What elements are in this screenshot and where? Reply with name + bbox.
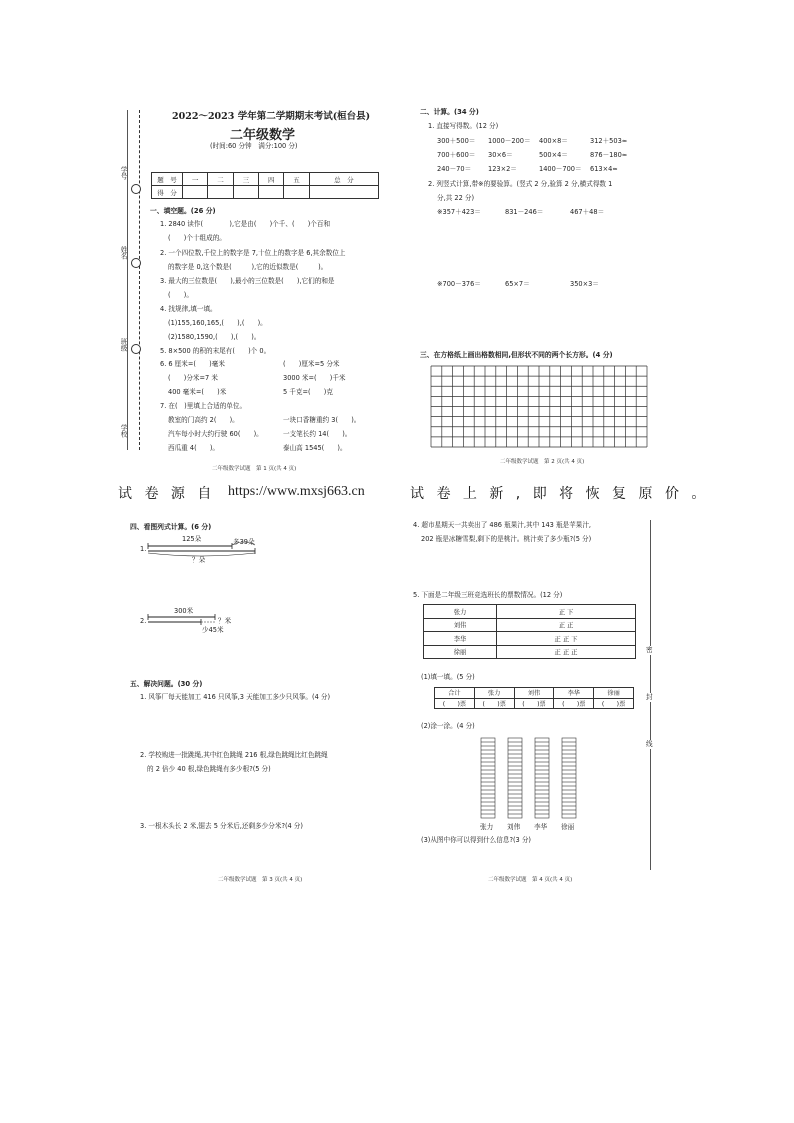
q7-r2-right: 一支笔长约 14( )。 bbox=[283, 430, 352, 438]
subject-title: 二年级数学 bbox=[230, 128, 296, 143]
problem-4-line-a: 4. 超市星期天一共卖出了 486 瓶果汁,其中 143 瓶是苹果汁, bbox=[413, 521, 592, 529]
binder-hole-3 bbox=[131, 344, 141, 354]
calc-cell: 700＋600＝ bbox=[437, 151, 476, 159]
q2-line-a: 2. 一个四位数,千位上的数字是 7,十位上的数字是 6,其余数位上 bbox=[160, 249, 346, 257]
bar-grid[interactable] bbox=[478, 736, 583, 820]
tally-table bbox=[423, 604, 636, 659]
q7-r1-right: 一块口香糖重约 3( )。 bbox=[283, 416, 361, 424]
tally-name: 徐丽 bbox=[424, 645, 497, 659]
seal-char: 密 bbox=[646, 646, 653, 654]
q6-r1-left: 6. 6 厘米=( )毫米 bbox=[160, 360, 225, 368]
tally-marks: 正 正 bbox=[497, 618, 636, 632]
section-2-title: 二、计算。(34 分) bbox=[420, 108, 479, 116]
q2-line-b: 的数字是 0,这个数是( ),它的近似数是( )。 bbox=[168, 263, 328, 271]
calc-cell: 123×2＝ bbox=[488, 165, 517, 173]
q7-r3-left: 西瓜重 4( )。 bbox=[168, 444, 219, 452]
score-cell[interactable] bbox=[183, 186, 208, 199]
score-cell[interactable] bbox=[309, 186, 378, 199]
score-header: 题 号 bbox=[152, 173, 183, 186]
q3-line-b: ( )。 bbox=[168, 291, 193, 299]
q4-title: 4. 找规律,填一填。 bbox=[160, 305, 217, 313]
score-table bbox=[151, 172, 379, 199]
tally-marks: 正 下 bbox=[497, 605, 636, 619]
part-2-title: (2)涂一涂。(4 分) bbox=[421, 722, 475, 730]
vertical-calc: 350×3＝ bbox=[570, 280, 599, 288]
q7-r3-right: 泰山高 1545( )。 bbox=[283, 444, 347, 452]
diagram-2-top-value: 300米 bbox=[174, 607, 194, 615]
fill-cell[interactable]: ( )票 bbox=[435, 698, 475, 709]
q6-r2-left: ( )分米=7 米 bbox=[168, 374, 218, 382]
problem-1: 1. 风筝厂每天能加工 416 只风筝,3 天能加工多少只风筝。(4 分) bbox=[140, 693, 331, 701]
calc-cell: 1000－200＝ bbox=[488, 137, 531, 145]
fill-cell[interactable]: ( )票 bbox=[554, 698, 594, 709]
binder-label-xingming: 姓名 bbox=[119, 246, 127, 260]
q1-line-a: 1. 2840 读作( ),它是由( )个千、( )个百和 bbox=[160, 220, 331, 228]
calc-cell: 312＋503≈ bbox=[590, 137, 628, 145]
calc-cell: 876－180≈ bbox=[590, 151, 628, 159]
q7-r1-left: 教室的门高约 2( )。 bbox=[168, 416, 239, 424]
tally-marks: 正 正 下 bbox=[497, 632, 636, 646]
q7-r2-left: 汽车每小时大约行驶 60( )。 bbox=[168, 430, 263, 438]
q6-r3-right: 5 千克=( )克 bbox=[283, 388, 333, 396]
problem-2-line-b: 的 2 倍少 40 根,绿色跳绳有多少根?(5 分) bbox=[147, 765, 271, 773]
fill-table bbox=[434, 687, 634, 709]
score-cell[interactable] bbox=[233, 186, 258, 199]
score-header: 五 bbox=[284, 173, 309, 186]
q6-r2-right: 3000 米=( )千米 bbox=[283, 374, 346, 382]
binder-label-xuexiao: 学校 bbox=[119, 424, 127, 438]
exam-title: 2022～2023 学年第二学期期末考试(桓台县) bbox=[172, 111, 371, 122]
score-cell[interactable] bbox=[259, 186, 284, 199]
fill-header: 徐丽 bbox=[594, 688, 634, 699]
seal-char: 线 bbox=[646, 740, 653, 748]
fill-header: 李华 bbox=[554, 688, 594, 699]
problem-2-line-a: 2. 学校购进一批跳绳,其中红色跳绳 216 根,绿色跳绳比红色跳绳 bbox=[140, 751, 328, 759]
score-header: 四 bbox=[259, 173, 284, 186]
diagram-1-label: 1. bbox=[140, 545, 147, 553]
tally-name: 张力 bbox=[424, 605, 497, 619]
calc-2-title-b: 分,共 22 分) bbox=[437, 194, 475, 202]
watermark-left: 试 卷 源 自 bbox=[118, 486, 216, 502]
binder-label-xuehao: 学号 bbox=[119, 166, 127, 180]
bar-label: 徐丽 bbox=[561, 823, 575, 831]
calc-cell: 30×6＝ bbox=[488, 151, 513, 159]
q4-part-1: (1)155,160,165,( ),( )。 bbox=[168, 319, 267, 327]
q4-part-2: (2)1580,1590,( ),( )。 bbox=[168, 333, 261, 341]
score-header: 三 bbox=[233, 173, 258, 186]
diagram-2-question: ？米 bbox=[218, 617, 232, 625]
score-cell[interactable] bbox=[208, 186, 233, 199]
binder-line bbox=[139, 110, 140, 450]
score-header: 总 分 bbox=[309, 173, 378, 186]
section-1-title: 一、填空题。(26 分) bbox=[150, 207, 216, 215]
calc-cell: 1400－700＝ bbox=[539, 165, 582, 173]
q7-title: 7. 在( )里填上合适的单位。 bbox=[160, 402, 247, 410]
calc-cell: 500×4＝ bbox=[539, 151, 568, 159]
vertical-calc: ※700－376＝ bbox=[437, 280, 481, 288]
tally-name: 李华 bbox=[424, 632, 497, 646]
grid-paper[interactable] bbox=[430, 365, 648, 448]
diagram-1-bars bbox=[145, 540, 260, 558]
binder-strip bbox=[127, 110, 128, 450]
section-5-title: 五、解决问题。(30 分) bbox=[130, 680, 203, 688]
fill-header: 合计 bbox=[435, 688, 475, 699]
binder-hole-1 bbox=[131, 184, 141, 194]
fill-cell[interactable]: ( )票 bbox=[594, 698, 634, 709]
page-3-footer: 二年级数学试题 第 3 页(共 4 页) bbox=[218, 877, 303, 883]
calc-cell: 400×8＝ bbox=[539, 137, 568, 145]
tally-name: 刘伟 bbox=[424, 618, 497, 632]
fill-header: 刘伟 bbox=[514, 688, 554, 699]
vertical-calc: 65×7＝ bbox=[505, 280, 530, 288]
q6-r3-left: 400 毫米=( )米 bbox=[168, 388, 227, 396]
score-header: 一 bbox=[183, 173, 208, 186]
seal-char: 封 bbox=[646, 693, 653, 701]
diagram-2-bars bbox=[145, 612, 220, 628]
diagram-1-question: ？朵 bbox=[192, 556, 206, 564]
bar-label: 李华 bbox=[534, 823, 548, 831]
diagram-2-label: 2. bbox=[140, 617, 147, 625]
diagram-1-top-value: 125朵 bbox=[182, 535, 202, 543]
section-4-title: 四、看图列式计算。(6 分) bbox=[130, 523, 212, 531]
calc-cell: 613×4≈ bbox=[590, 165, 618, 173]
diagram-1-more: 多39朵 bbox=[233, 538, 255, 546]
tally-marks: 正 正 正 bbox=[497, 645, 636, 659]
exam-time: (时间:60 分钟 满分:100 分) bbox=[210, 142, 298, 150]
part-3-title: (3)从图中你可以得到什么信息?(3 分) bbox=[421, 836, 531, 844]
vertical-calc: 467＋48＝ bbox=[570, 208, 605, 216]
problem-3: 3. 一根木头长 2 米,锯去 5 分米后,还剩多少分米?(4 分) bbox=[140, 822, 303, 830]
page-4-footer: 二年级数学试题 第 4 页(共 4 页) bbox=[488, 877, 573, 883]
score-header: 二 bbox=[208, 173, 233, 186]
fill-cell[interactable]: ( )票 bbox=[474, 698, 514, 709]
vertical-calc: 831－246＝ bbox=[505, 208, 544, 216]
bar-label: 刘伟 bbox=[507, 823, 521, 831]
bar-label: 张力 bbox=[480, 823, 494, 831]
q6-r1-right: ( )厘米=5 分米 bbox=[283, 360, 340, 368]
fill-header: 张力 bbox=[474, 688, 514, 699]
binder-label-banji: 班级 bbox=[119, 338, 127, 352]
part-1-title: (1)填一填。(5 分) bbox=[421, 673, 475, 681]
diagram-2-less: 少45米 bbox=[202, 626, 224, 634]
section-3-title: 三、在方格纸上画出格数相同,但形状不同的两个长方形。(4 分) bbox=[420, 351, 613, 359]
q3-line-a: 3. 最大的三位数是( ),最小的三位数是( ),它们的和是 bbox=[160, 277, 335, 285]
q5: 5. 8×500 的积的末尾有( )个 0。 bbox=[160, 347, 271, 355]
calc-cell: 240－70＝ bbox=[437, 165, 472, 173]
problem-5: 5. 下面是二年级三班竞选班长的票数情况。(12 分) bbox=[413, 591, 563, 599]
vertical-calc: ※357＋423＝ bbox=[437, 208, 481, 216]
page-2-footer: 二年级数学试题 第 2 页(共 4 页) bbox=[500, 459, 585, 465]
fill-cell[interactable]: ( )票 bbox=[514, 698, 554, 709]
watermark-right: 试 卷 上 新 , 即 将 恢 复 原 价 。 bbox=[410, 486, 710, 502]
page-1-footer: 二年级数学试题 第 1 页(共 4 页) bbox=[212, 466, 297, 472]
problem-4-line-b: 202 瓶是冰糖雪梨,剩下的是桃汁。桃汁卖了多少瓶?(5 分) bbox=[421, 535, 592, 543]
watermark-url[interactable]: https://www.mxsj663.cn bbox=[228, 484, 365, 499]
calc-1-title: 1. 直接写得数。(12 分) bbox=[428, 122, 499, 130]
calc-cell: 300＋500＝ bbox=[437, 137, 476, 145]
binder-hole-2 bbox=[131, 258, 141, 268]
calc-2-title-a: 2. 列竖式计算,带※的要验算。(竖式 2 分,验算 2 分,横式得数 1 bbox=[428, 180, 613, 188]
q1-line-b: ( )个十组成的。 bbox=[168, 234, 226, 242]
score-cell[interactable] bbox=[284, 186, 309, 199]
score-row-label: 得 分 bbox=[152, 186, 183, 199]
